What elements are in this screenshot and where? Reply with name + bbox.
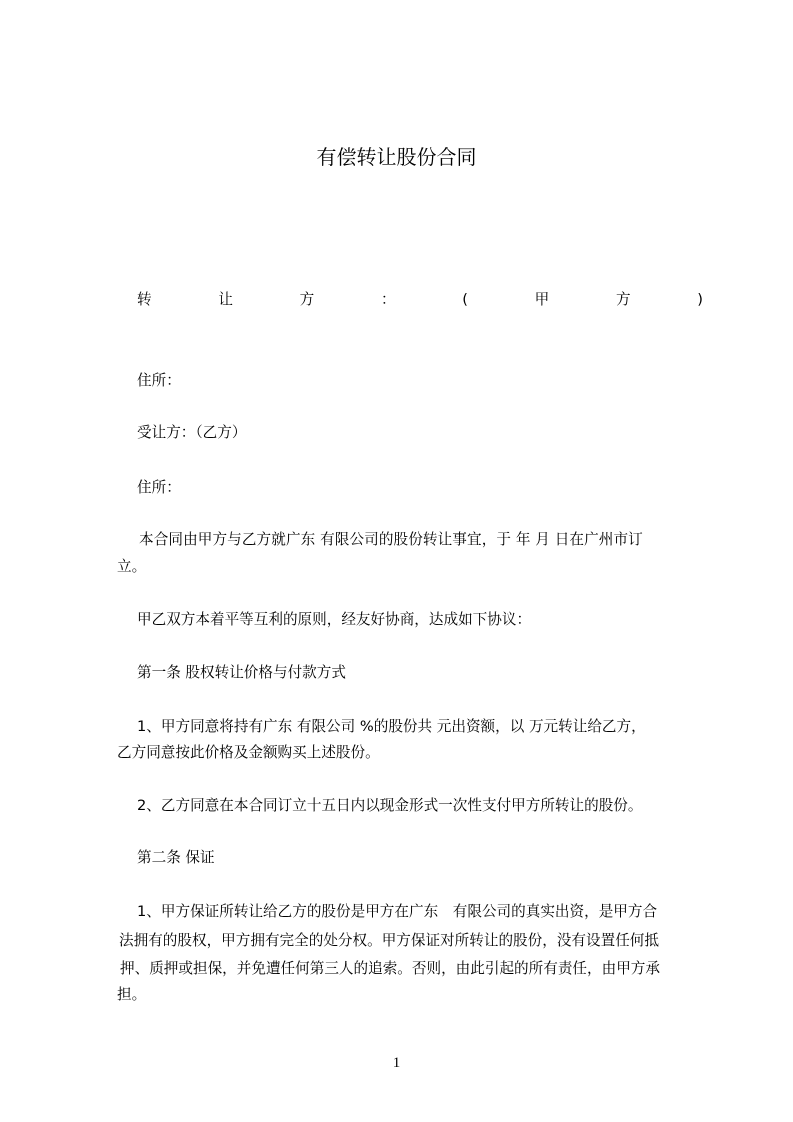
article1-clause2: 2、乙方同意在本合同订立十五日内以现金形式一次性支付甲方所转让的股份。: [137, 797, 643, 814]
transferor-line: [137, 290, 703, 310]
article1-clause1-line: 乙方同意按此价格及金额购买上述股份。: [117, 744, 380, 761]
article2-heading: 第二条 保证: [137, 849, 215, 866]
intro-line: 立。: [117, 558, 147, 575]
transferor-char: ): [697, 291, 703, 308]
article2-clause1-line: 担。: [117, 986, 147, 1003]
article1-heading: 第一条 股权转让价格与付款方式: [137, 664, 346, 681]
transferor-char: 方: [299, 291, 315, 308]
transferor-char: 让: [218, 291, 233, 308]
intro-line: 本合同由甲方与乙方就广东 有限公司的股份转让事宜，于 年 月 日在广州市订: [139, 531, 643, 548]
transferee: 受让方：（乙方）: [137, 424, 247, 441]
article2-clause1-line: 1、甲方保证所转让给乙方的股份是甲方在广东 有限公司的真实出资，是甲方合: [137, 903, 658, 920]
transferor-char: 转: [137, 291, 152, 308]
page-number: 1: [392, 1055, 401, 1071]
article2-clause1-line: 法拥有的股权，甲方拥有完全的处分权。甲方保证对所转让的股份，没有设置任何抵: [119, 932, 659, 949]
transferor-char: 甲: [534, 291, 550, 308]
principle-paragraph: 甲乙双方本着平等互利的原则，经友好协商，达成如下协议：: [137, 611, 532, 628]
transferor-char: ：: [380, 291, 396, 308]
transferor-address: 住所：: [137, 372, 181, 389]
transferor-char: 方: [615, 291, 631, 308]
transferor-char: (: [462, 291, 468, 308]
article2-clause1-line: 押、质押或担保，并免遭任何第三人的追索。否则，由此引起的所有责任，由甲方承: [120, 960, 660, 977]
article1-clause1-line: 1、甲方同意将持有广东 有限公司 %的股份共 元出资额，以 万元转让给乙方，: [137, 718, 646, 735]
transferee-address: 住所：: [137, 479, 181, 496]
contract-title: 有偿转让股份合同: [316, 145, 477, 169]
